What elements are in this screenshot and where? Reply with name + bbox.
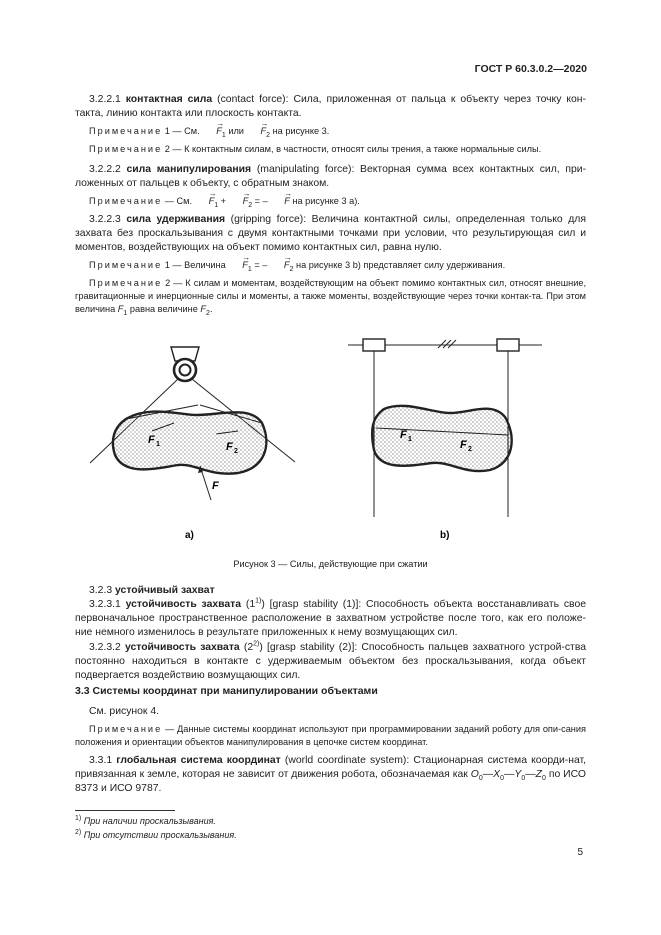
note-gripping-force-1: Примечание 1 — Величина → $F_1$ = – → $F_2$ на рисунке 3 b) представляет силу удерживания. [75, 259, 586, 272]
see-figure: См. рисунок 4. [89, 706, 160, 717]
section-title: 3.3 Системы координат при манипулировании объектами [75, 685, 378, 697]
svg-text:2: 2 [234, 448, 238, 455]
svg-text:1: 1 [408, 436, 412, 443]
note-manipulating-force: Примечание — См. → $F_1$ + → $F_2$ = – → F на рисунке 3 а). [75, 195, 586, 208]
label-F1-b: F [400, 429, 407, 441]
term-contact-force: 3.2.2.1 контактная сила (contact force): Сила, приложенная от пальца к объекту через точку кон-такта, линию контакта или плоскость контакта. [75, 94, 586, 120]
term-grasp-stability-1: 3.2.3.1 устойчивость захвата (1$^{1)}$) [grasp stability (1)]: Способность объекта восстанавливать свое первоначальное пространственное расположение в захватном устройстве после того, как его положе-ние немного изменилось в результате приложенных к нему возмущающих сил. [75, 597, 587, 639]
term-gripping-force: 3.2.2.3 сила удерживания (gripping force): Величина контактной силы, определенная только для захвата без проскальзывания с двумя контактными точками при условии, что результирующая сил и моментов, воздействующих на объект помимо контактных сил, равна нулю. [75, 214, 586, 254]
label-F1-a: F [148, 434, 155, 446]
figure-3b-label: b) [440, 530, 450, 541]
figure-3a-label: а) [185, 530, 194, 541]
label-F2-b: F [460, 439, 467, 451]
svg-text:1: 1 [156, 441, 160, 448]
note-coordinate-systems: Примечание — Данные системы координат используют при программировании заданий роботу для опи-сания положения и ориентации объектов манипулирования в цепочке систем координат. [75, 724, 586, 747]
term-manipulating-force: 3.2.2.2 сила манипулирования (manipulating force): Векторная сумма всех контактных сил, при-ложенных от пальцев к объекту, с обратным знаком. [75, 164, 587, 190]
footnote-divider [75, 810, 175, 811]
figure-3 [0, 325, 661, 555]
note-contact-force-1: Примечание 1 — См. → $F_1$ или → $F_2$ на рисунке 3. [75, 125, 586, 138]
note-gripping-force-2: Примечание 2 — К силам и моментам, воздействующим на объект помимо контактных сил, относят внешние, гравитационные и инерционные силы и моменты, а также моменты, воздействующие через точки контак-та. При этом величина $F_1$ равна величине $F_2$. [75, 278, 587, 317]
figure-3b-grip [348, 339, 542, 541]
svg-text:2: 2 [468, 446, 472, 453]
document-header: ГОСТ Р 60.3.0.2—2020 [474, 63, 587, 75]
page-number: 5 [577, 847, 583, 858]
footnote-2: $^{2)}$ При отсутствии проскальзывания. [75, 829, 237, 840]
footnote-1: $^{1)}$ При наличии проскальзывания. [75, 815, 216, 826]
label-F2-a: F [226, 441, 233, 453]
term-stable-grasp: 3.2.3 устойчивый захват [89, 585, 215, 596]
term-grasp-stability-2: 3.2.3.2 устойчивость захвата (2$^{2)}$) [grasp stability (2)]: Способность пальцев захватного устрой-ства постоянно находиться в контакте с удерживаемым объектом без проскальзывания, когда объект подвергается воздействию возмущающих сил. [75, 640, 586, 682]
figure-caption: Рисунок 3 — Силы, действующие при сжатии [233, 559, 428, 569]
note-contact-force-2: Примечание 2 — К контактным силам, в частности, относят силы трения, а также нормальные силы. [89, 144, 542, 154]
term-world-coordinate-system: 3.3.1 глобальная система координат (world coordinate system): Стационарная система коорди-нат, привязанная к земле, которая не зависит от движения робота, обозначаемая как $O_0—X_0—Y_0—Z_0$ по ИСО 8373 и ИСО 9787. [75, 755, 587, 795]
label-F-a: F [212, 480, 219, 492]
figure-3a-grip [90, 347, 295, 541]
